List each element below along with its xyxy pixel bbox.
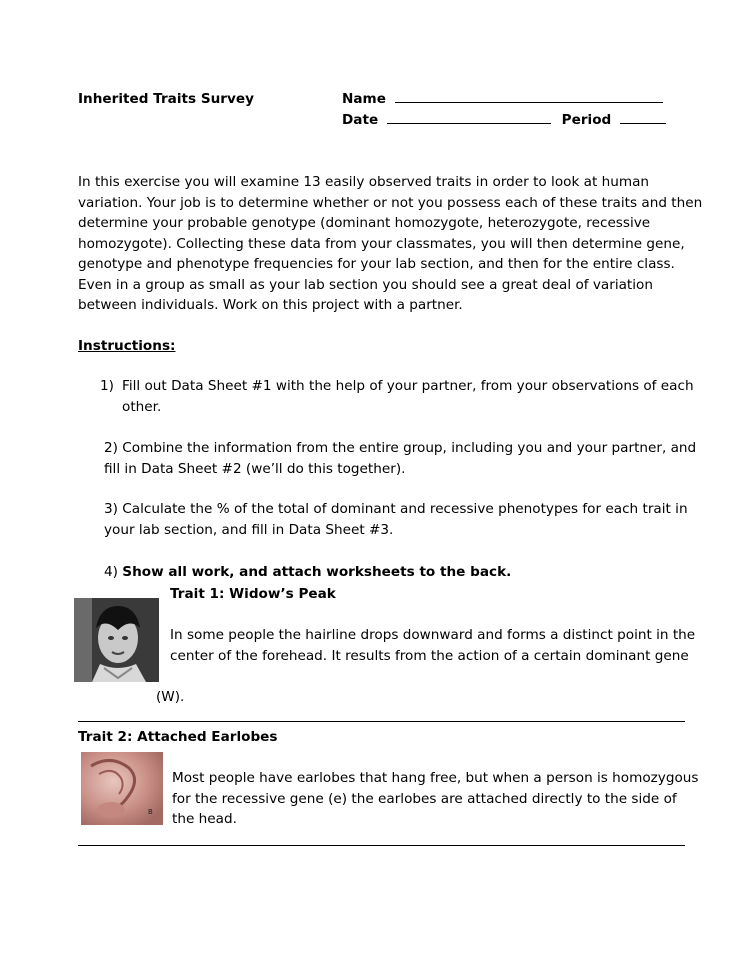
date-field[interactable] bbox=[387, 110, 551, 124]
instruction-step-1-number: 1) bbox=[100, 378, 114, 394]
widows-peak-portrait-icon bbox=[74, 598, 159, 682]
instruction-step-2: 2) Combine the information from the entire group, including you and your partner, and fill in Data Sheet #2 (we’ll do this together). bbox=[104, 440, 697, 477]
date-label: Date bbox=[342, 112, 379, 128]
name-field[interactable] bbox=[395, 89, 663, 103]
trait-2-description: Most people have earlobes that hang free, but when a person is homozygous for the recessive gene (e) the earlobes are attached directly to the side of the head. bbox=[172, 770, 699, 827]
instruction-step-3: 3) Calculate the % of the total of dominant and recessive phenotypes for each trait in your lab section, and fill in Data Sheet #3. bbox=[104, 501, 688, 538]
instruction-step-4 bbox=[104, 562, 511, 583]
earlobe-photo bbox=[81, 752, 163, 825]
instructions-heading: Instructions: bbox=[78, 338, 176, 354]
trait-2-title: Trait 2: Attached Earlobes bbox=[78, 729, 278, 745]
instruction-step-4-number: 4) bbox=[104, 564, 118, 580]
date-row bbox=[342, 110, 666, 131]
earlobe-photo-label: B bbox=[148, 808, 153, 816]
trait-2-divider bbox=[78, 845, 685, 846]
instruction-step-4-text: Show all work, and attach worksheets to the back. bbox=[122, 564, 512, 580]
trait-1-gene-symbol: (W). bbox=[156, 689, 185, 705]
name-label: Name bbox=[342, 91, 386, 107]
trait-1-description: In some people the hairline drops downward and forms a distinct point in the center of the forehead. It results from the action of a certain dominant gene bbox=[170, 627, 696, 664]
worksheet-title: Inherited Traits Survey bbox=[78, 91, 254, 107]
trait-1-divider bbox=[78, 721, 685, 722]
period-field[interactable] bbox=[620, 110, 666, 124]
instruction-step-1: Fill out Data Sheet #1 with the help of your partner, from your observations of each other. bbox=[122, 378, 694, 415]
trait-1-title: Trait 1: Widow’s Peak bbox=[170, 586, 336, 602]
intro-paragraph: In this exercise you will examine 13 easily observed traits in order to look at human variation. Your job is to determine whether or not you possess each of these traits and then determine your probable genotype (dominant homozygote, heterozygote, recessive homozygote). Collecting these data from your classmates, you will then determine gene, genotype and phenotype frequencies for your lab section, and then for the entire class. Even in a group as small as your lab section you should see a great deal of variation between individuals. Work on this project with a partner. bbox=[78, 174, 703, 313]
widows-peak-photo bbox=[74, 598, 159, 682]
period-label: Period bbox=[561, 112, 612, 128]
name-row bbox=[342, 89, 663, 110]
